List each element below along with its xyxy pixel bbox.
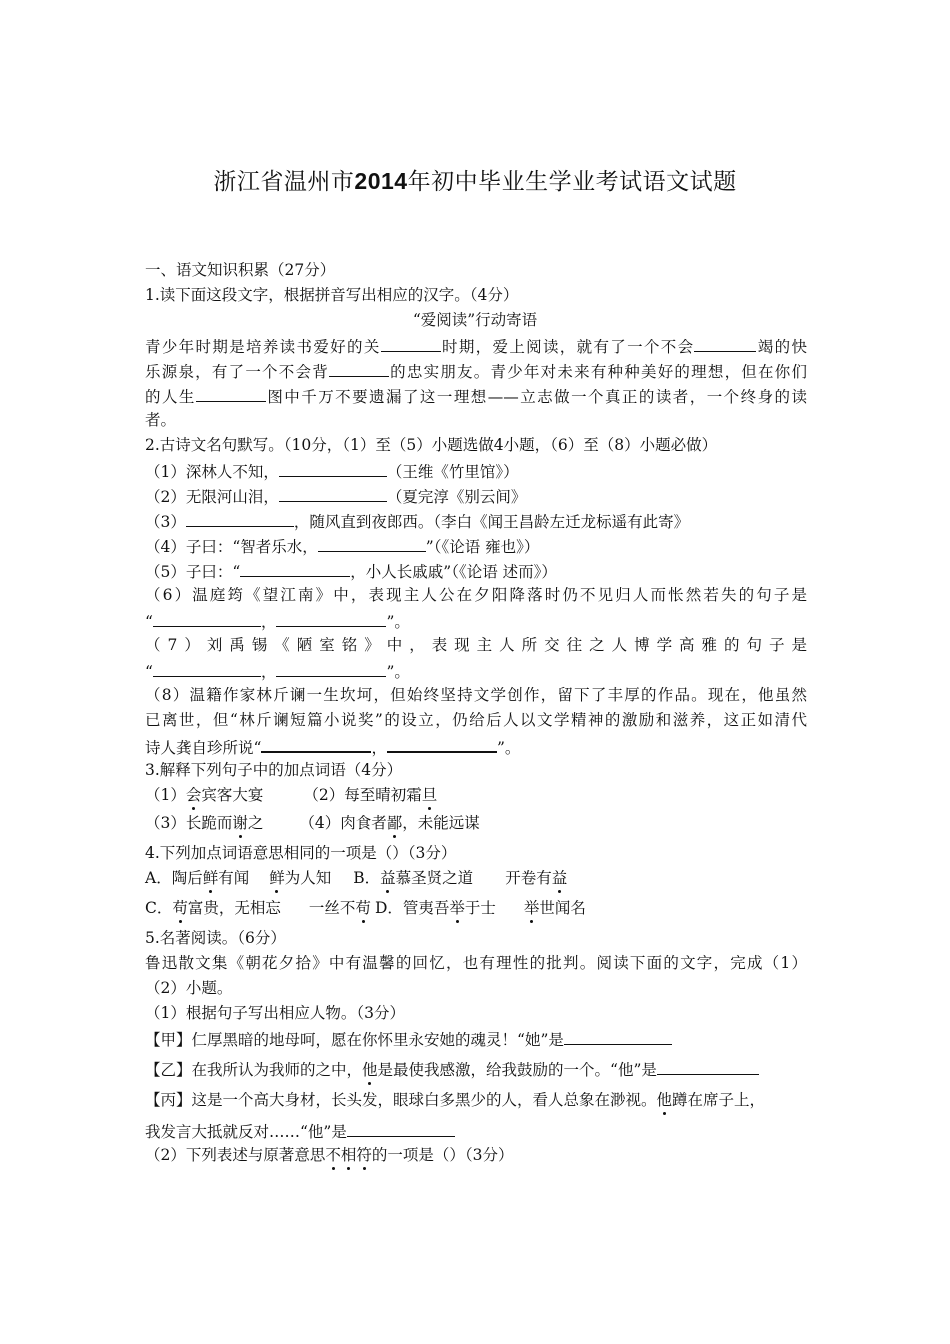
q5-item-yi: 【乙】在我所认为我师的之中，他是最使我感激，给我鼓励的一个。“他”是 (145, 1058, 759, 1080)
answer-blank[interactable] (153, 610, 261, 627)
q5-intro-line-2: （2）小题。 (145, 979, 233, 997)
emphasis-dot-char: 旦 (421, 786, 438, 804)
q2-item-8-line-2: 已离世，但“林斤谰短篇小说奖”的设立，仍给后人以文学精神的激励和滋养，这正如清代 (145, 711, 807, 729)
q2-item-7: （7）刘禹锡《陋室铭》中，表现主人所交往之人博学高雅的句子是 (145, 636, 807, 654)
emphasis-dot-char: 举 (523, 899, 540, 917)
q1-line-4: 者。 (145, 411, 177, 429)
q1-passage-heading: “爱阅读”行动寄语 (412, 311, 538, 329)
q5-sub-1: （1）根据句子写出相应人物。（3分） (145, 1004, 405, 1022)
answer-blank[interactable] (387, 735, 497, 753)
q2-item-4: （4）子曰：“智者乐水， ”（《论语 雍也》） (145, 535, 539, 557)
q2-item-1: （1）深林人不知， （王维《竹里馆》） (145, 460, 519, 482)
emphasis-dot-char: 益 (380, 869, 396, 887)
answer-blank[interactable] (329, 360, 389, 377)
answer-blank[interactable] (196, 385, 266, 402)
q1-line-1: 青少年时期是培养读书爱好的关 时期，爱上阅读，就有了一个不会 竭的快 (145, 335, 807, 357)
answer-blank[interactable] (153, 660, 261, 677)
emphasis-dot-char: 相 (340, 1146, 357, 1164)
emphasis-dot-char: 他 (656, 1091, 673, 1109)
answer-blank[interactable] (240, 560, 350, 577)
emphasis-dot-char: 鄙 (386, 814, 403, 832)
q3-stem: 3.解释下列句子中的加点词语（4分） (145, 761, 403, 779)
emphasis-dot-char: 苟 (172, 899, 188, 917)
answer-blank[interactable] (694, 335, 756, 352)
page-title (0, 163, 950, 196)
emphasis-dot-char: 举 (449, 899, 465, 917)
emphasis-dot-char: 他 (362, 1061, 378, 1079)
q2-item-7-answer: “ ， ”。 (145, 660, 410, 682)
emphasis-dot-char: 谢 (232, 814, 248, 832)
q2-item-8-line-1: （8）温籍作家林斤谰一生坎坷，但始终坚持文学创作，留下了丰厚的作品。现在，他虽然 (145, 686, 807, 704)
answer-blank[interactable] (279, 485, 387, 502)
answer-blank[interactable] (347, 1120, 455, 1137)
q2-item-8-line-3: 诗人龚自珍所说“ ， ”。 (145, 735, 520, 758)
q5-stem: 5.名著阅读。（6分） (145, 929, 286, 947)
answer-blank[interactable] (657, 1058, 759, 1075)
q2-item-2: （2）无限河山泪， （夏完淳《别云间》 (145, 485, 526, 507)
q1-stem: 1.读下面这段文字，根据拼音写出相应的汉字。（4分） (145, 286, 519, 304)
emphasis-dot-char: 不 (325, 1146, 341, 1164)
q5-item-jia: 【甲】仁厚黑暗的地母呵，愿在你怀里永安她的魂灵！“她”是 (145, 1028, 672, 1050)
answer-blank[interactable] (276, 610, 386, 627)
q1-line-2: 乐源泉，有了一个不会背 的忠实朋友。青少年对未来有种种美好的理想，但在你们 (145, 360, 807, 382)
q5-intro-line-1: 鲁迅散文集《朝花夕拾》中有温馨的回忆，也有理性的批判。阅读下面的文字，完成（1） (145, 954, 807, 972)
answer-blank[interactable] (186, 510, 294, 527)
emphasis-dot-char: 符 (356, 1146, 372, 1164)
title-suffix: 年初中毕业生学业考试语文试题 (407, 169, 737, 195)
q4-options-ab: A．陶后鲜有闻 鲜为人知 B．益慕圣贤之道 开卷有益 (145, 869, 568, 887)
answer-blank[interactable] (279, 460, 387, 477)
q2-item-5: （5）子曰：“ ，小人长戚戚”（《论语 述而》） (145, 560, 557, 582)
emphasis-dot-char: 鲜 (269, 869, 285, 887)
answer-blank[interactable] (564, 1028, 672, 1045)
q5-item-bing: 【丙】这是一个高大身材，长头发，眼球白多黑少的人，看人总象在渺视。他蹲在席子上， (145, 1091, 766, 1109)
q2-item-6: （6）温庭筠《望江南》中，表现主人公在夕阳降落时仍不见归人而怅然若失的句子是 (145, 586, 807, 604)
emphasis-dot-char: 益 (551, 869, 568, 887)
q4-stem: 4.下列加点词语意思相同的一项是（）（3分） (145, 844, 457, 862)
q5-sub-2: （2）下列表述与原著意思不相符的一项是（）（3分） (145, 1146, 514, 1164)
answer-blank[interactable] (276, 660, 386, 677)
q3-row-1: （1）会宾客大宴 （2）每至晴初霜旦 (145, 786, 438, 804)
q2-item-6-answer: “ ， ”。 (145, 610, 410, 632)
q4-options-cd: C．苟富贵，无相忘 一丝不苟 D．管夷吾举于士 举世闻名 (145, 899, 586, 917)
q2-item-3: （3） ，随风直到夜郎西。（李白《闻王昌龄左迁龙标遥有此寄》 (145, 510, 689, 532)
answer-blank[interactable] (381, 335, 441, 352)
q5-item-bing-line-2: 我发言大抵就反对……“他”是 (145, 1120, 455, 1142)
emphasis-dot-char: 苟 (355, 899, 371, 917)
emphasis-dot-char: 会 (185, 786, 202, 804)
answer-blank[interactable] (261, 735, 371, 753)
answer-blank[interactable] (318, 535, 426, 552)
title-year: 2014 (354, 168, 408, 194)
q1-line-3: 的人生 图中千万不要遗漏了这一理想——立志做一个真正的读者，一个终身的读 (145, 385, 807, 407)
q3-row-2: （3）长跪而谢之 （4）肉食者鄙，未能远谋 (145, 814, 480, 832)
q2-stem: 2.古诗文名句默写。（10分，（1）至（5）小题选做4小题，（6）至（8）小题必做） (145, 436, 718, 454)
section-heading: 一、语文知识积累（27分） (145, 261, 336, 279)
title-prefix: 浙江省温州市 (213, 169, 355, 195)
emphasis-dot-char: 鲜 (202, 869, 219, 887)
